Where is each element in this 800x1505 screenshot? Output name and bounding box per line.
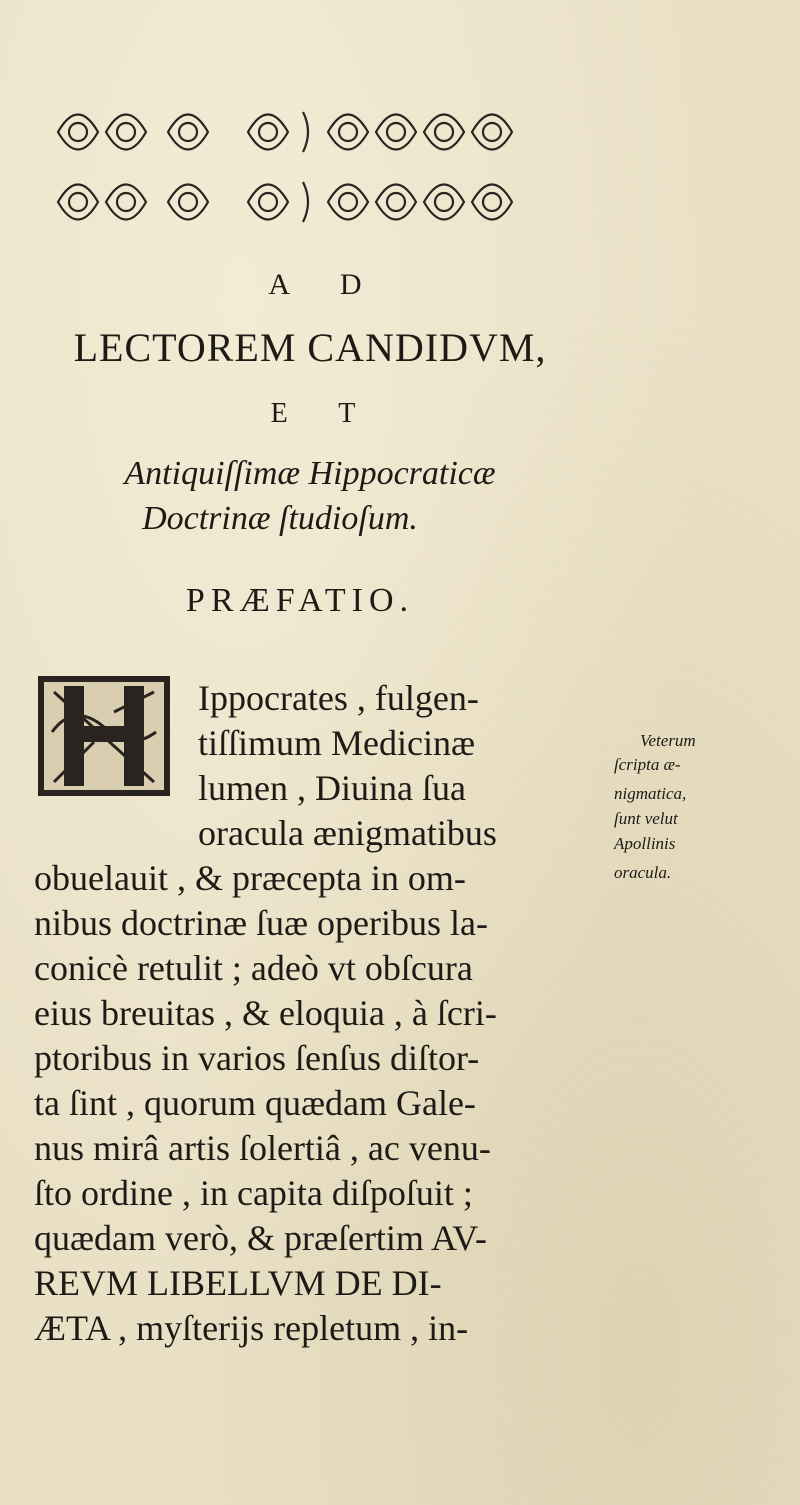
- body-line: nibus doctrinæ ſuæ operibus la-: [34, 903, 488, 943]
- ornamental-headpiece: [48, 92, 558, 252]
- marginal-note-line: oracula.: [614, 863, 672, 882]
- heading-ad: A D: [268, 268, 384, 301]
- body-line: ptoribus in varios ſenſus diſtor-: [34, 1038, 480, 1078]
- marginal-note-line: nigmatica,: [614, 784, 687, 803]
- body-line: tiſſimum Medicinæ: [198, 723, 475, 763]
- subtitle-line-2: Doctrinæ ſtudioſum.: [142, 500, 418, 537]
- subtitle-line-1: Antiquiſſimæ Hippocraticæ: [124, 455, 496, 492]
- marginal-note-line: Veterum: [640, 731, 696, 750]
- body-line: eius breuitas , & eloquia , à ſcri-: [34, 993, 497, 1033]
- body-line: REVM LIBELLVM DE DI-: [34, 1263, 442, 1303]
- heading-lectorem: LECTOREM CANDIDVM,: [73, 325, 547, 370]
- body-line: conicè retulit ; adeò vt obſcura: [34, 948, 473, 988]
- body-line: oracula ænigmatibus: [198, 813, 497, 853]
- decorated-initial-h: [34, 672, 174, 800]
- marginal-note-line: Apollinis: [614, 834, 676, 853]
- marginal-note-line: ſunt velut: [614, 809, 678, 828]
- body-line: quædam verò, & præſertim AV-: [34, 1218, 487, 1258]
- heading-et: E T: [270, 398, 378, 429]
- body-line: ta ſint , quorum quædam Gale-: [34, 1083, 476, 1123]
- body-line: nus mirâ artis ſolertiâ , ac venu-: [34, 1128, 491, 1168]
- body-line: ÆTA , myſterijs repletum , in-: [34, 1308, 469, 1348]
- body-line: obuelauit , & præcepta in om-: [34, 858, 466, 898]
- body-line: Ippocrates , fulgen-: [198, 678, 479, 718]
- praefatio-heading: PRÆFATIO.: [185, 582, 415, 619]
- body-line: ſto ordine , in capita diſpoſuit ;: [34, 1173, 473, 1213]
- body-line: lumen , Diuina ſua: [198, 768, 466, 808]
- marginal-note-line: ſcripta æ-: [614, 755, 681, 774]
